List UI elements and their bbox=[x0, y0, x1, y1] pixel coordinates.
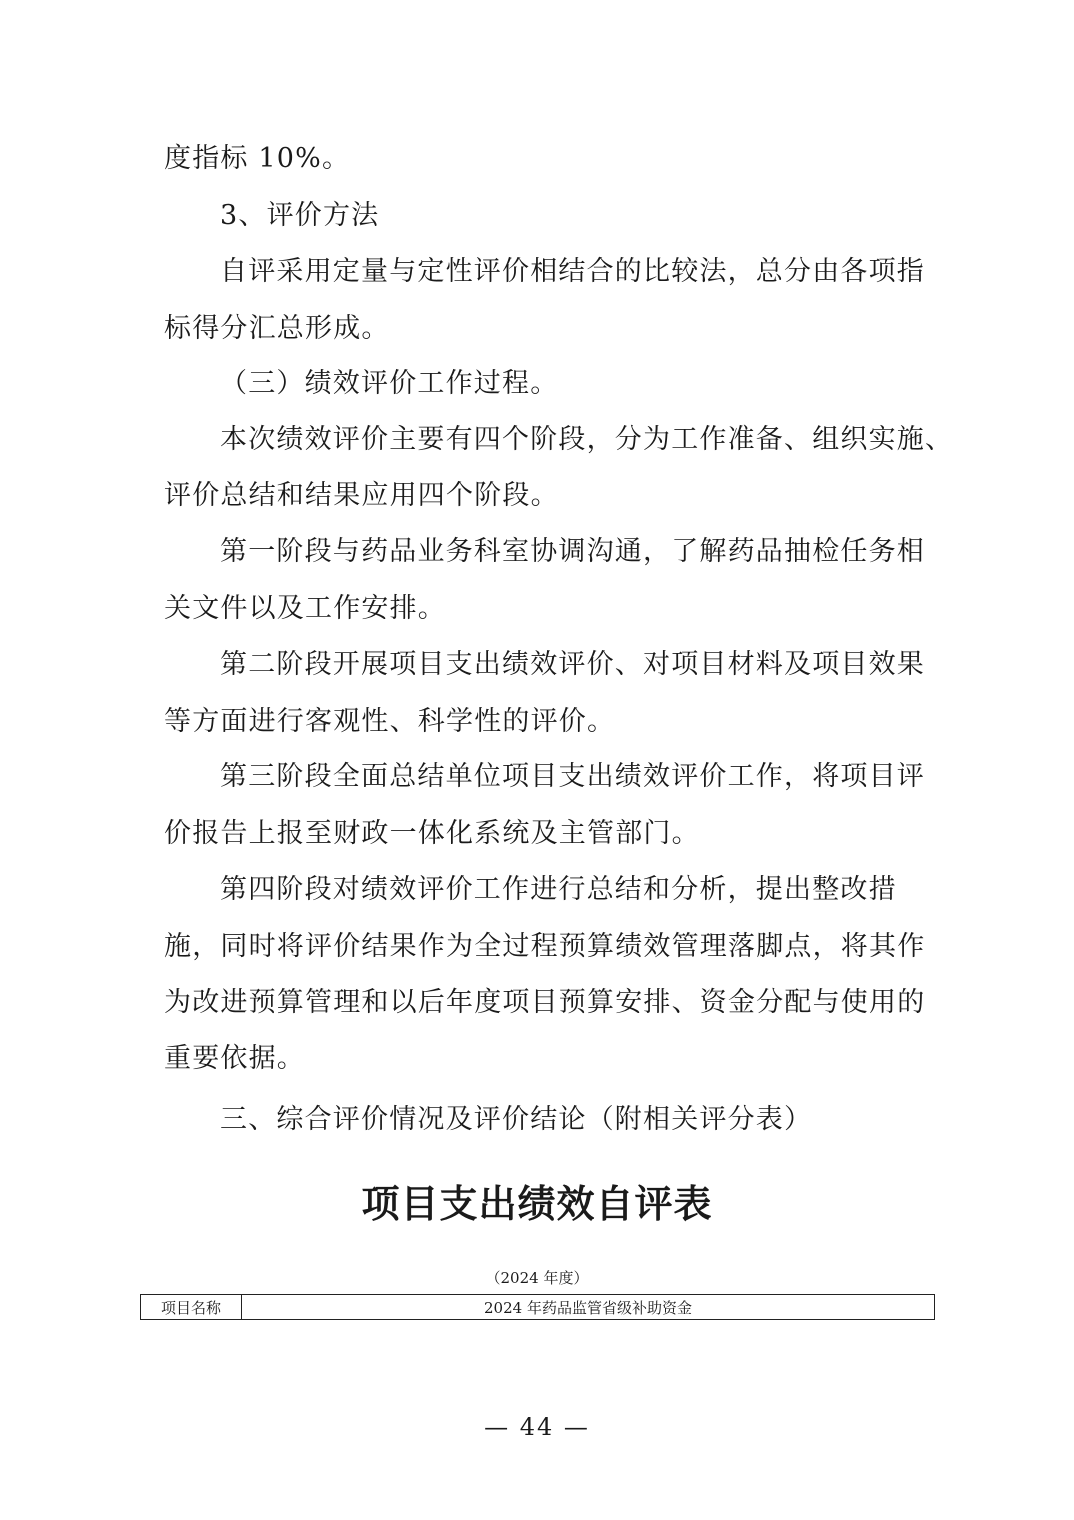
paragraph-line: 第一阶段与药品业务科室协调沟通，了解药品抽检任务相 bbox=[220, 536, 925, 567]
paragraph-line: 自评采用定量与定性评价相结合的比较法，总分由各项指 bbox=[220, 256, 925, 287]
paragraph-line: 等方面进行客观性、科学性的评价。 bbox=[164, 706, 616, 737]
paragraph-line: 第二阶段开展项目支出绩效评价、对项目材料及项目效果 bbox=[220, 649, 925, 680]
paragraph-line: 为改进预算管理和以后年度项目预算安排、资金分配与使用的 bbox=[164, 987, 926, 1018]
paragraph-line: 度指标 10%。 bbox=[164, 143, 351, 174]
year-note: （2024 年度） bbox=[485, 1269, 589, 1287]
table-title: 项目支出绩效自评表 bbox=[361, 1182, 713, 1226]
project-name-label: 项目名称 bbox=[141, 1295, 242, 1320]
page-number: — 44 — bbox=[484, 1413, 590, 1441]
paragraph-line: 第三阶段全面总结单位项目支出绩效评价工作，将项目评 bbox=[220, 761, 925, 792]
paragraph-line: 价报告上报至财政一体化系统及主管部门。 bbox=[164, 818, 700, 849]
paragraph-line: 评价总结和结果应用四个阶段。 bbox=[164, 480, 559, 511]
paragraph-line: 重要依据。 bbox=[164, 1043, 305, 1074]
subsection-heading-work-process: （三）绩效评价工作过程。 bbox=[220, 368, 559, 399]
table-row bbox=[141, 1295, 935, 1320]
paragraph-line: 本次绩效评价主要有四个阶段，分为工作准备、组织实施、 bbox=[220, 424, 954, 455]
subsection-heading-evaluation-method: 3、评价方法 bbox=[220, 200, 380, 231]
section-heading: 三、综合评价情况及评价结论（附相关评分表） bbox=[220, 1104, 813, 1135]
self-evaluation-table bbox=[140, 1294, 935, 1320]
paragraph-line: 关文件以及工作安排。 bbox=[164, 593, 446, 624]
paragraph-line: 标得分汇总形成。 bbox=[164, 313, 390, 344]
project-name-value: 2024 年药品监管省级补助资金 bbox=[242, 1295, 935, 1320]
paragraph-line: 第四阶段对绩效评价工作进行总结和分析，提出整改措 bbox=[220, 874, 897, 905]
paragraph-line: 施，同时将评价结果作为全过程预算绩效管理落脚点，将其作 bbox=[164, 931, 926, 962]
